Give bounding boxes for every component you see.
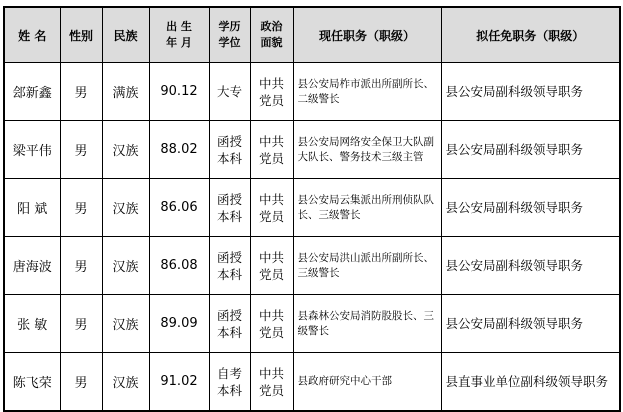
cell-political — [250, 63, 293, 121]
appointment-table — [3, 6, 621, 412]
cell-education — [209, 353, 250, 412]
cell-edu-line2: 本科 — [216, 266, 242, 282]
cell-current-duty: 县政府研究中心干部 — [293, 353, 441, 412]
cell-current-duty: 县公安局云集派出所刑侦队队长、三级警长 — [293, 179, 441, 237]
cell-name: 陈飞荣 — [4, 353, 60, 412]
header-pol-line2: 面貌 — [260, 36, 283, 49]
table-row — [4, 121, 620, 179]
cell-pol-line1: 中共 — [258, 307, 284, 323]
cell-name: 梁平伟 — [4, 121, 60, 179]
header-birth-line2: 年 月 — [166, 36, 192, 49]
cell-pol-line2: 党员 — [258, 150, 284, 166]
header-pol-line1: 政治 — [260, 20, 283, 33]
cell-proposed-duty: 县直事业单位副科级领导职务 — [441, 353, 620, 412]
cell-education — [209, 237, 250, 295]
cell-political — [250, 295, 293, 353]
cell-political — [250, 237, 293, 295]
cell-edu-line1: 函授 — [216, 249, 242, 265]
header-current-duty: 现任职务（职级） — [293, 7, 441, 63]
cell-political — [250, 179, 293, 237]
cell-proposed-duty: 县公安局副科级领导职务 — [441, 121, 620, 179]
cell-current-duty: 县公安局柞市派出所副所长、二级警长 — [293, 63, 441, 121]
cell-ethnicity: 汉族 — [102, 353, 149, 412]
cell-edu-line2: 本科 — [216, 150, 242, 166]
cell-pol-line2: 党员 — [258, 92, 284, 108]
cell-pol-line1: 中共 — [258, 191, 284, 207]
cell-proposed-duty: 县公安局副科级领导职务 — [441, 237, 620, 295]
cell-gender: 男 — [60, 121, 102, 179]
cell-current-duty: 县公安局网络安全保卫大队副大队长、警务技术三级主管 — [293, 121, 441, 179]
cell-gender: 男 — [60, 295, 102, 353]
cell-edu-line1: 自考 — [216, 365, 242, 381]
header-edu-line1: 学历 — [218, 20, 241, 33]
cell-gender: 男 — [60, 353, 102, 412]
cell-education — [209, 295, 250, 353]
cell-edu-line2: 本科 — [216, 324, 242, 340]
cell-pol-line1: 中共 — [258, 249, 284, 265]
cell-gender: 男 — [60, 237, 102, 295]
cell-education — [209, 63, 250, 121]
cell-proposed-duty: 县公安局副科级领导职务 — [441, 295, 620, 353]
cell-birth: 90.12 — [149, 63, 209, 121]
cell-education — [209, 121, 250, 179]
header-ethnicity: 民族 — [102, 7, 149, 63]
cell-ethnicity: 满族 — [102, 63, 149, 121]
cell-edu-line2: 本科 — [216, 382, 242, 398]
cell-birth: 91.02 — [149, 353, 209, 412]
table-row — [4, 63, 620, 121]
cell-edu-line1: 函授 — [216, 307, 242, 323]
cell-proposed-duty: 县公安局副科级领导职务 — [441, 179, 620, 237]
cell-edu-line1: 函授 — [216, 191, 242, 207]
cell-current-duty: 县森林公安局消防股股长、三级警长 — [293, 295, 441, 353]
cell-pol-line2: 党员 — [258, 266, 284, 282]
cell-edu-line1: 大专 — [216, 84, 242, 99]
table-row — [4, 237, 620, 295]
cell-pol-line2: 党员 — [258, 324, 284, 340]
cell-pol-line1: 中共 — [258, 133, 284, 149]
cell-political — [250, 353, 293, 412]
cell-current-duty: 县公安局洪山派出所副所长、三级警长 — [293, 237, 441, 295]
cell-birth: 86.06 — [149, 179, 209, 237]
header-political — [250, 7, 293, 63]
cell-ethnicity: 汉族 — [102, 237, 149, 295]
cell-pol-line1: 中共 — [258, 75, 284, 91]
table-row — [4, 295, 620, 353]
cell-education — [209, 179, 250, 237]
header-gender: 性别 — [60, 7, 102, 63]
cell-ethnicity: 汉族 — [102, 295, 149, 353]
cell-birth: 89.09 — [149, 295, 209, 353]
table-row — [4, 179, 620, 237]
cell-birth: 86.08 — [149, 237, 209, 295]
header-birth-line1: 出 生 — [166, 20, 192, 33]
cell-gender: 男 — [60, 63, 102, 121]
header-edu-line2: 学位 — [218, 36, 241, 49]
cell-pol-line1: 中共 — [258, 365, 284, 381]
header-birth — [149, 7, 209, 63]
header-proposed-duty: 拟任免职务（职级） — [441, 7, 620, 63]
cell-ethnicity: 汉族 — [102, 179, 149, 237]
cell-name: 唐海波 — [4, 237, 60, 295]
cell-pol-line2: 党员 — [258, 208, 284, 224]
table-row — [4, 353, 620, 412]
cell-name: 张 敏 — [4, 295, 60, 353]
cell-pol-line2: 党员 — [258, 382, 284, 398]
header-name: 姓 名 — [4, 7, 60, 63]
cell-ethnicity: 汉族 — [102, 121, 149, 179]
cell-edu-line2: 本科 — [216, 208, 242, 224]
cell-birth: 88.02 — [149, 121, 209, 179]
cell-edu-line1: 函授 — [216, 133, 242, 149]
cell-political — [250, 121, 293, 179]
header-education — [209, 7, 250, 63]
cell-name: 阳 斌 — [4, 179, 60, 237]
cell-gender: 男 — [60, 179, 102, 237]
cell-name: 郐新鑫 — [4, 63, 60, 121]
cell-proposed-duty: 县公安局副科级领导职务 — [441, 63, 620, 121]
header-row — [4, 7, 620, 63]
